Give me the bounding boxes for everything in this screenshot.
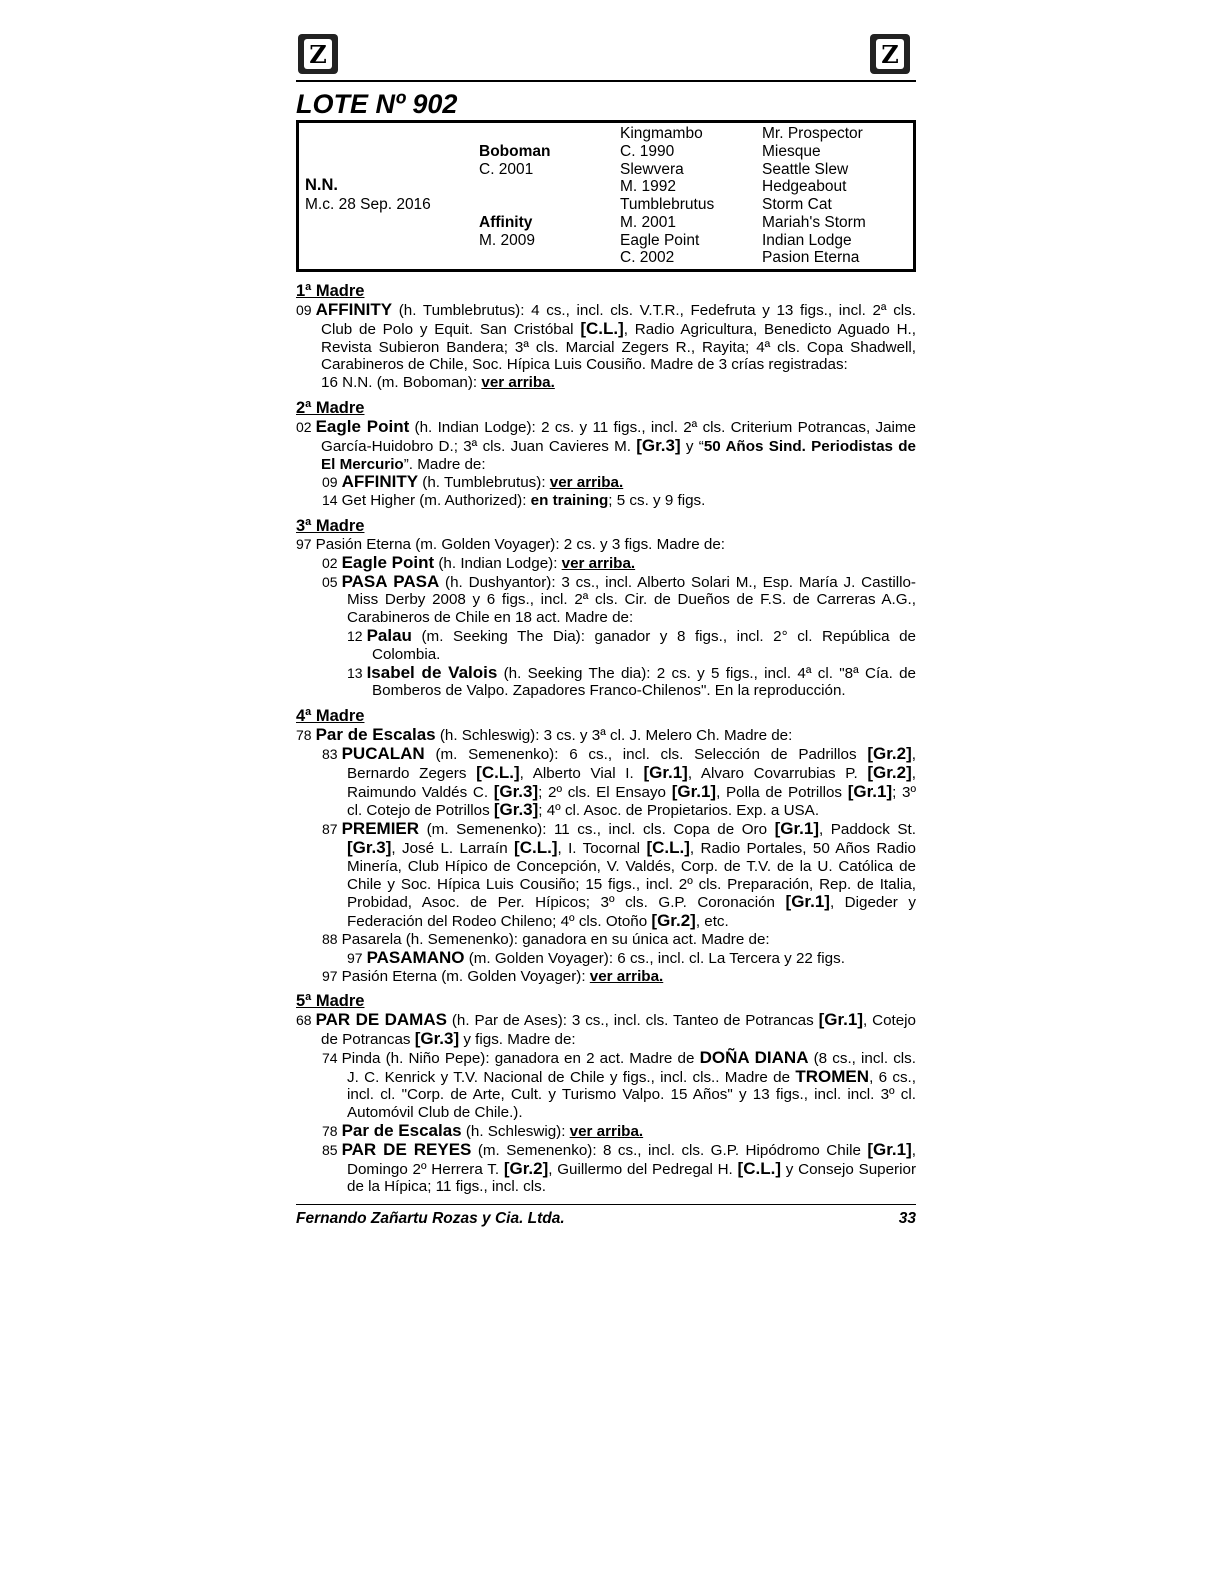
entry-pasion-eterna-ref: 97 Pasión Eterna (m. Golden Voyager): ver arriba.: [322, 967, 664, 985]
produce-record: [296, 282, 916, 1196]
svg-text:Z: Z: [881, 40, 899, 69]
gen3-cell: C. 1990: [620, 143, 675, 160]
entry-affinity-ref: 09 AFFINITY (h. Tumblebrutus): ver arriba.: [322, 472, 624, 492]
gen4-cell: Mr. Prospector: [762, 125, 863, 142]
entry-pasion-eterna: 97 Pasión Eterna (m. Golden Voyager): 2 cs. y 3 figs. Madre de:: [296, 535, 725, 553]
gen4-cell: Seattle Slew: [762, 161, 849, 178]
lote-title: LOTE Nº 902: [296, 89, 458, 119]
gen4-cell: Mariah's Storm: [762, 214, 866, 231]
section-title-madre-4: 4ª Madre: [296, 707, 365, 726]
ver-arriba-link: ver arriba.: [481, 374, 555, 392]
subject-name: N.N.: [305, 176, 338, 194]
ver-arriba-link: ver arriba.: [561, 554, 636, 572]
entry-par-de-reyes: 85 PAR DE REYES (m. Semenenko): 8 cs., incl. cls. G.P. Hipódromo Chile [Gr.1], Domingo 2º Herrera T. [Gr.2], Guillermo del Pedregal H. [C.L.] y Consejo Superior de la Hípica; 11 figs., incl. cls.: [322, 1139, 916, 1196]
entry-get-higher: 14 Get Higher (m. Authorized): en training; 5 cs. y 9 figs.: [322, 492, 706, 510]
entry-isabel-de-valois: 13 Isabel de Valois (h. Seeking The dia): 2 cs. y 5 figs., incl. 4ª cl. "8ª Cía. de Bomberos de Valpo. Zapadores Franco-Chilenos". En la reproducción.: [347, 662, 917, 700]
section-title-madre-3: 3ª Madre: [296, 516, 365, 535]
entry-par-de-damas: 68 PAR DE DAMAS (h. Par de Ases): 3 cs., incl. cls. Tanteo de Potrancas [Gr.1], Cotejo de Potrancas [Gr.3] y figs. Madre de:: [296, 1010, 916, 1049]
entry-palau: 12 Palau (m. Seeking The Dia): ganador y 8 figs., incl. 2° cl. República de Colombia.: [347, 625, 916, 663]
catalog-page: [296, 30, 916, 1228]
dam-info: M. 2009: [479, 232, 536, 249]
entry-pasarela: 88 Pasarela (h. Semenenko): ganadora en su única act. Madre de:: [322, 930, 770, 948]
footer-page-number: 33: [898, 1210, 916, 1228]
gen3-cell: Kingmambo: [620, 125, 703, 142]
page-footer: [296, 1204, 916, 1228]
footer-company: Fernando Zañartu Rozas y Cia. Ltda.: [296, 1210, 565, 1228]
section-title-madre-2: 2ª Madre: [296, 398, 365, 417]
zanartu-logo-right: [868, 32, 912, 76]
svg-text:Z: Z: [309, 40, 327, 69]
entry-eagle-point-ref: 02 Eagle Point (h. Indian Lodge): ver arriba.: [322, 552, 636, 572]
gen3-cell: M. 1992: [620, 178, 677, 195]
entry-par-de-escalas-ref: 78 Par de Escalas (h. Schleswig): ver arriba.: [322, 1121, 644, 1141]
entry-pucalan: 83 PUCALAN (m. Semenenko): 6 cs., incl. cls. Selección de Padrillos [Gr.2], Bernardo Zegers [C.L.], Alberto Vial I. [Gr.1], Alvaro Covarrubias P. [Gr.2], Raimundo Valdés C. [Gr.3]; 2º cls. El Ensayo [Gr.1], Polla de Potrillos [Gr.1]; 3º cl. Cotejo de Potrillos [Gr.3]; 4º cl. Asoc. de Propietarios. Exp. a USA.: [322, 743, 917, 820]
gen3-cell: Slewvera: [620, 161, 684, 178]
entry-affinity: 09 AFFINITY (h. Tumblebrutus): 4 cs., incl. cls. V.T.R., Fedefruta y 13 figs., incl. 2ª cls. Club de Polo y Equit. San Cristóbal [C.L.], Radio Agricultura, Benedicto Aguado H., Revista Subieron Bandera; 3ª cls. Marcial Zegers R., Rayita; 4ª cls. Copa Shadwell, Carabineros de Chile, Soc. Hípica Luis Cousiño. Madre de 3 crías registradas:: [296, 300, 916, 374]
gen4-cell: Miesque: [762, 143, 821, 160]
ver-arriba-link: ver arriba.: [569, 1123, 644, 1141]
gen4-cell: Storm Cat: [762, 196, 832, 213]
entry-pasa-pasa: 05 PASA PASA (h. Dushyantor): 3 cs., incl. Alberto Solari M., Esp. María J. Castillo-Miss Derby 2008 y 6 figs., incl. 2ª cls. Cir. de Dueños de F.S. de Carreras A.G., Carabineros de Chile en 18 act. Madre de:: [322, 571, 916, 627]
gen3-cell: M. 2001: [620, 214, 677, 231]
subject-info: M.c. 28 Sep. 2016: [305, 196, 431, 213]
dam-name: Affinity: [479, 214, 533, 231]
sire-name: Boboman: [479, 143, 551, 160]
ver-arriba-link: ver arriba.: [549, 474, 624, 492]
section-title-madre-1: 1ª Madre: [296, 282, 365, 300]
gen3-cell: Eagle Point: [620, 232, 700, 249]
page-header: [296, 30, 916, 82]
entry-par-de-escalas: 78 Par de Escalas (h. Schleswig): 3 cs. y 3ª cl. J. Melero Ch. Madre de:: [296, 725, 793, 745]
entry-pinda: 74 Pinda (h. Niño Pepe): ganadora en 2 act. Madre de DOÑA DIANA (8 cs., incl. cls. J. C. Kenrick y T.V. Nacional de Chile y figs., incl. cls.. Madre de TROMEN, 6 cs., incl. cl. "Corp. de Arte, Cult. y Turismo Valpo. 15 Años" y 13 figs., incl. incl. 3º cl. Automóvil Club de Chile.).: [322, 1047, 916, 1122]
entry-pasamano: 97 PASAMANO (m. Golden Voyager): 6 cs., incl. cl. La Tercera y 22 figs.: [347, 947, 845, 967]
ver-arriba-link: ver arriba.: [589, 967, 664, 985]
gen4-cell: Hedgeabout: [762, 178, 847, 195]
sire-info: C. 2001: [479, 161, 534, 178]
entry-premier: 87 PREMIER (m. Semenenko): 11 cs., incl. cls. Copa de Oro [Gr.1], Paddock St. [Gr.3], José L. Larraín [C.L.], I. Tocornal [C.L.], Radio Portales, 50 Años Radio Minería, Club Hípico de Concepción, V. Valdés, Corp. de T.V. de la U. Católica de Chile y Soc. Hípica Luis Cousiño; 15 figs., incl. 2º cls. Preparación, Rep. de Italia, Probidad, Asoc. de Per. Hípicos; 3º cls. G.P. Coronación [Gr.1], Digeder y Federación del Rodeo Chileno; 4º cls. Otoño [Gr.2], etc.: [322, 819, 916, 931]
gen3-cell: Tumblebrutus: [620, 196, 715, 213]
entry-eagle-point: 02 Eagle Point (h. Indian Lodge): 2 cs. y 11 figs., incl. 2ª cls. Criterium Potrancas, Jaime García-Huidobro D.; 3ª cls. Juan Cavieres M. [Gr.3] y “50 Años Sind. Periodistas de El Mercurio”. Madre de:: [296, 416, 917, 473]
entry-nn: 16 N.N. (m. Boboman): ver arriba.: [321, 374, 555, 392]
gen4-cell: Pasion Eterna: [762, 249, 860, 266]
zanartu-logo-left: [296, 32, 340, 76]
gen4-cell: Indian Lodge: [762, 232, 852, 249]
gen3-cell: C. 2002: [620, 249, 675, 266]
pedigree-table: [296, 120, 916, 272]
section-title-madre-5: 5ª Madre: [296, 992, 365, 1011]
